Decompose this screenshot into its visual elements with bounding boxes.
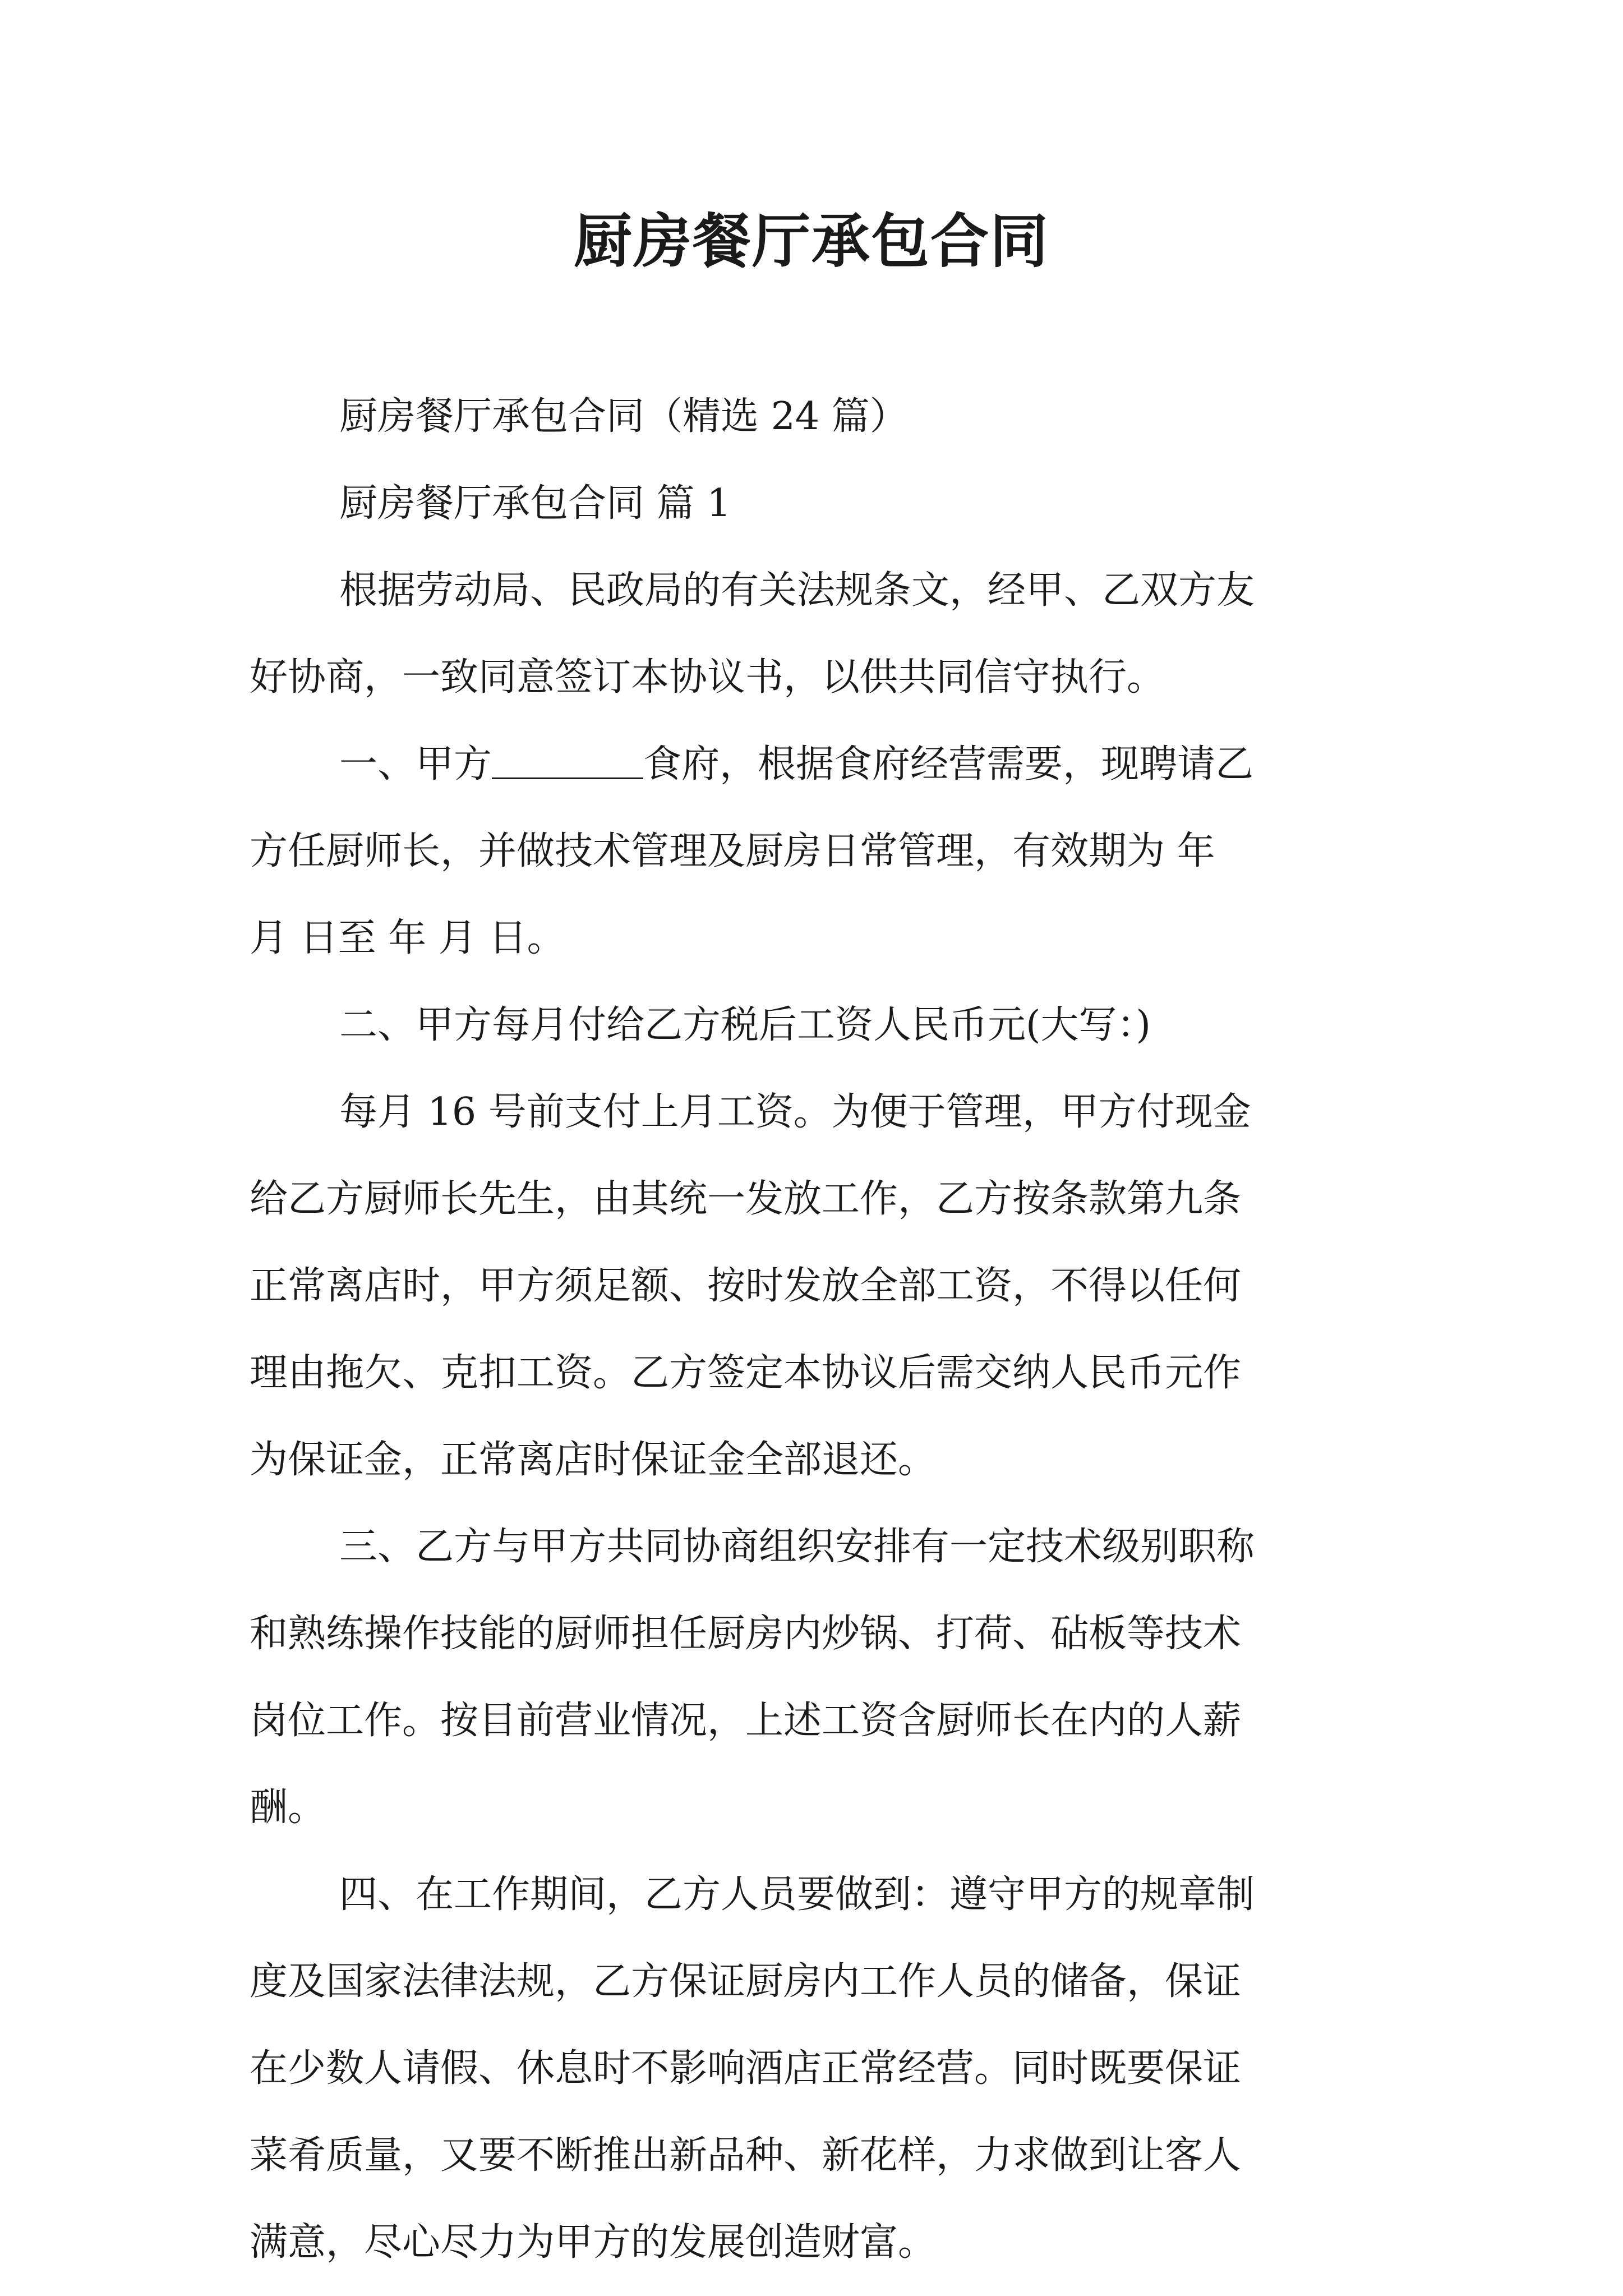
paragraph-line-with-blank — [250, 721, 1394, 808]
paragraph-line: 月 日至 年 月 日。 — [250, 916, 565, 960]
paragraph-line: 好协商，一致同意签订本协议书，以供共同信守执行。 — [250, 655, 1165, 700]
paragraph-line: 和熟练操作技能的厨师担任厨房内炒锅、打荷、砧板等技术 — [250, 1612, 1242, 1656]
paragraph-line: 每月 16 号前支付上月工资。为便于管理，甲方付现金 — [339, 1090, 1251, 1134]
paragraph-line: 方任厨师长，并做技术管理及厨房日常管理，有效期为 年 — [250, 829, 1215, 873]
paragraph-line: 度及国家法律法规，乙方保证厨房内工作人员的储备，保证 — [250, 1959, 1242, 2004]
paragraph-line: 根据劳动局、民政局的有关法规条文，经甲、乙双方友 — [339, 568, 1255, 613]
text-fragment: 食府，根据食府经营需要，现聘请乙 — [643, 742, 1254, 786]
text-fragment: 一、甲方 — [339, 742, 492, 786]
paragraph-line: 满意，尽心尽力为甲方的发展创造财富。 — [250, 2220, 937, 2265]
paragraph-line: 为保证金，正常离店时保证金全部退还。 — [250, 1438, 937, 1482]
document-body — [250, 373, 1394, 2286]
paragraph-line: 四、在工作期间，乙方人员要做到：遵守甲方的规章制 — [339, 1872, 1255, 1917]
paragraph-line: 二、甲方每月付给乙方税后工资人民币元(大写：) — [339, 1003, 1151, 1047]
document-title: 厨房餐厅承包合同 — [573, 206, 1049, 275]
paragraph-line: 三、乙方与甲方共同协商组织安排有一定技术级别职称 — [339, 1525, 1255, 1569]
paragraph-line: 理由拖欠、克扣工资。乙方签定本协议后需交纳人民币元作 — [250, 1351, 1242, 1395]
paragraph-line: 岗位工作。按目前营业情况，上述工资含厨师长在内的人薪 — [250, 1699, 1242, 1743]
paragraph-line: 正常离店时，甲方须足额、按时发放全部工资，不得以任何 — [250, 1264, 1242, 1308]
fill-in-blank — [492, 744, 643, 779]
section-heading: 厨房餐厅承包合同 篇 1 — [339, 481, 731, 526]
paragraph-line: 菜肴质量，又要不断推出新品种、新花样，力求做到让客人 — [250, 2133, 1242, 2178]
paragraph-line: 酬。 — [250, 1786, 326, 1830]
paragraph-line: 给乙方厨师长先生，由其统一发放工作，乙方按条款第九条 — [250, 1177, 1242, 1221]
paragraph-line: 在少数人请假、休息时不影响酒店正常经营。同时既要保证 — [250, 2046, 1242, 2091]
subtitle-line: 厨房餐厅承包合同（精选 24 篇） — [339, 394, 908, 439]
